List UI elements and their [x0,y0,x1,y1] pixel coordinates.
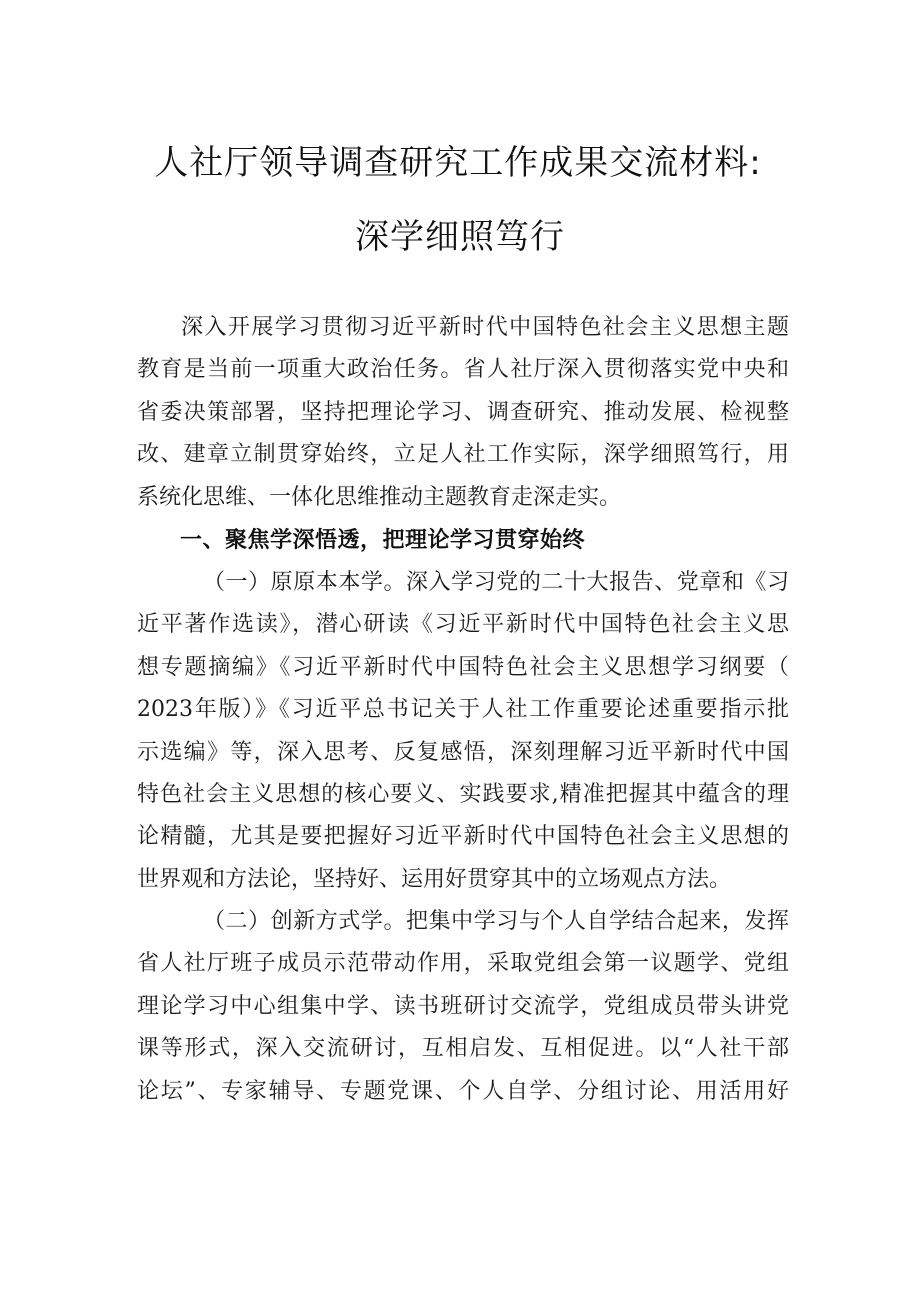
paragraph-line: 省人社厅班子成员示范带动作用，采取党组会第一议题学、党组 [137,951,789,977]
paragraph-line: 理论学习中心组集中学、读书班研讨交流学，党组成员带头讲党 [137,993,789,1019]
paragraph-line: 示选编》等，深入思考、反复感悟，深刻理解习近平新时代中国 [137,739,789,765]
paragraph-line: 近平著作选读》，潜心研读《习近平新时代中国特色社会主义思 [137,612,789,638]
paragraph-line: 论坛”、专家辅导、专题党课、个人自学、分组讨论、用活用好 [137,1078,789,1104]
paragraph-line: 2023年版）》《习近平总书记关于人社工作重要论述重要指示批 [137,697,789,723]
paragraph-line: （二）创新方式学。把集中学习与个人自学结合起来，发挥 [203,909,789,934]
section-heading-1: 一、聚焦学深悟透，把理论学习贯穿始终 [180,528,586,553]
paragraph-line: 课等形式，深入交流研讨，互相启发、互相促进。以“人社干部 [137,1036,789,1062]
paragraph-line: （一）原原本本学。深入学习党的二十大报告、党章和《习 [203,570,789,595]
intro-paragraph [137,307,789,519]
subsection-paragraph-1 [137,562,789,901]
document-title-line-2: 深学细照笃行 [355,217,565,257]
document-title-line-1: 人社厅领导调查研究工作成果交流材料: [154,143,762,183]
paragraph-line: 特色社会主义思想的核心要义、实践要求,精准把握其中蕴含的理 [137,781,789,807]
paragraph-line: 省委决策部署，坚持把理论学习、调查研究、推动发展、检视整 [137,399,789,425]
paragraph-line: 世界观和方法论，坚持好、运用好贯穿其中的立场观点方法。 [137,866,732,892]
paragraph-line: 改、建章立制贯穿始终，立足人社工作实际，深学细照笃行，用 [137,442,789,468]
paragraph-line: 教育是当前一项重大政治任务。省人社厅深入贯彻落实党中央和 [137,357,789,383]
paragraph-line: 论精髓，尤其是要把握好习近平新时代中国特色社会主义思想的 [137,824,789,850]
paragraph-line: 系统化思维、一体化思维推动主题教育走深走实。 [137,484,622,510]
subsection-paragraph-2 [137,901,789,1113]
paragraph-line: 深入开展学习贯彻习近平新时代中国特色社会主义思想主题 [181,315,789,340]
paragraph-line: 想专题摘编》《习近平新时代中国特色社会主义思想学习纲要（ [137,654,789,680]
